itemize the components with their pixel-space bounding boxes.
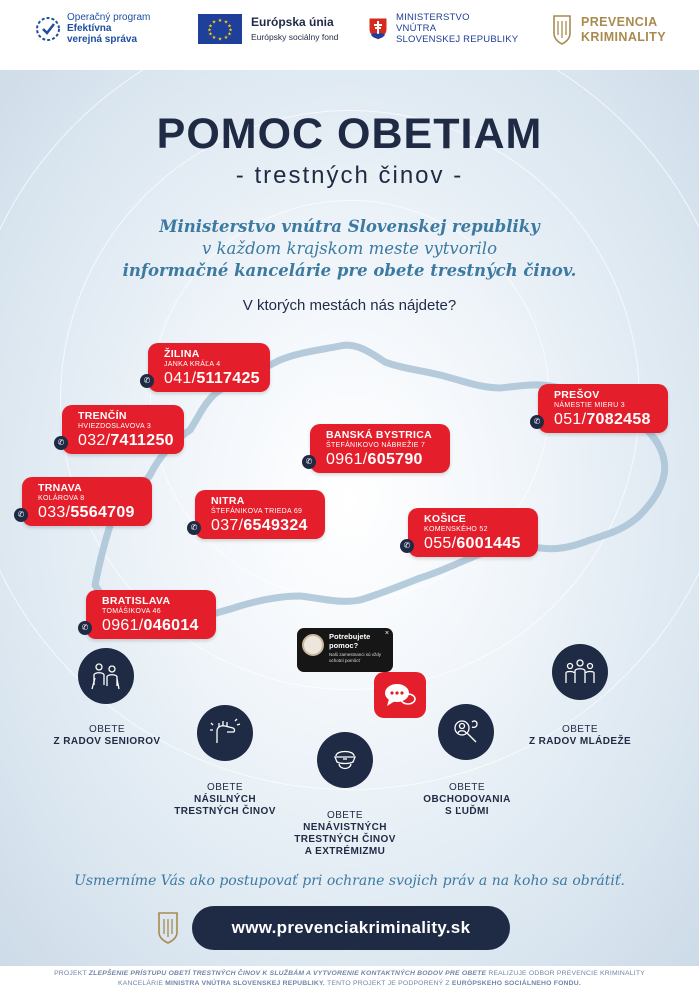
office-address: ŠTEFÁNIKOVA TRIEDA 69 (211, 508, 303, 515)
phone-icon: ✆ (14, 508, 28, 522)
ministry-logo-line3: SLOVENSKEJ REPUBLIKY (396, 34, 519, 45)
victim-label-line: TRESTNÝCH ČINOV (294, 834, 396, 845)
office-card-nitra[interactable] (190, 490, 325, 539)
office-city: KOŠICE (424, 513, 467, 525)
svg-text:★: ★ (211, 35, 217, 41)
prevention-logo (551, 13, 666, 47)
phone-prefix: 037/ (211, 517, 244, 534)
office-city: PREŠOV (554, 389, 600, 401)
office-card-zilina[interactable] (143, 343, 270, 392)
footer-ministry: MINISTRA VNÚTRA SLOVENSKEJ REPUBLIKY. (165, 980, 326, 987)
footer-word: REALIZUJE ODBOR PREVENCIE KRIMINALITY (488, 970, 645, 977)
eu-logo-line2: Európsky sociálny fond (251, 31, 339, 42)
chat-button[interactable] (374, 672, 426, 718)
phone-number: 7411250 (110, 432, 174, 449)
victim-label-line: OBCHODOVANIA (423, 794, 511, 805)
phone-icon: ✆ (140, 374, 154, 388)
page-subtitle: - trestných činov - (235, 162, 464, 189)
op-logo-line1: Operačný program (67, 12, 151, 23)
office-city: BRATISLAVA (102, 595, 171, 607)
office-city: ŽILINA (164, 348, 200, 360)
chat-bubbles-icon (383, 680, 417, 710)
svg-text:★: ★ (227, 31, 232, 38)
victim-label-line: S ĽUĎMI (445, 806, 489, 817)
prevention-logo-line2: KRIMINALITY (581, 30, 666, 44)
victim-label-violent-crimes (168, 782, 282, 818)
intro-line3: informačné kancelárie pre obete trestných činov. (122, 261, 577, 280)
op-logo-line2: Efektívna (67, 23, 112, 34)
footer-word: TENTO PROJEKT JE PODPORENÝ Z (326, 980, 450, 987)
svg-text:★: ★ (208, 31, 213, 38)
ministry-logo-line2: VNÚTRA (396, 23, 437, 34)
office-city: NITRA (211, 495, 245, 507)
svg-text:★: ★ (217, 36, 223, 43)
poster (0, 70, 699, 966)
svg-text:★: ★ (208, 23, 213, 30)
victim-label-line: OBETE (327, 810, 363, 821)
office-city: TRENČÍN (78, 410, 127, 422)
footer-text (0, 969, 699, 989)
chat-popup[interactable] (297, 628, 393, 672)
victim-label-line: A EXTRÉMIZMU (304, 846, 386, 857)
svg-text:★: ★ (227, 23, 232, 30)
svg-text:★: ★ (223, 19, 229, 26)
youth-icon (552, 644, 608, 700)
office-phone (38, 503, 142, 522)
svg-text:★: ★ (207, 27, 212, 34)
office-card-trencin[interactable] (57, 405, 184, 454)
victim-label-human-trafficking (408, 782, 526, 818)
svg-text:★: ★ (228, 27, 233, 34)
footer-fund: EURÓPSKEHO SOCIÁLNEHO FONDU. (451, 980, 581, 987)
eu-flag-icon (198, 14, 242, 44)
victim-label-line: NÁSILNÝCH (194, 794, 256, 805)
page-title: POMOC OBETIAM (156, 110, 543, 158)
office-phone (102, 616, 206, 635)
phone-number: 7082458 (586, 411, 651, 428)
office-phone (424, 534, 528, 553)
svg-text:★: ★ (217, 18, 223, 24)
seniors-icon (78, 648, 134, 704)
phone-icon: ✆ (78, 621, 92, 635)
victim-label-line: TRESTNÝCH ČINOV (174, 806, 276, 817)
human-trafficking-icon (438, 704, 494, 760)
chat-title: Potrebujete pomoc? (329, 632, 371, 650)
office-phone (326, 450, 440, 469)
intro-line2: v každom krajskom meste vytvorilo (201, 239, 498, 258)
phone-number: 6001445 (456, 535, 521, 552)
header-logos (0, 0, 699, 70)
office-address: HVIEZDOSLAVOVA 3 (78, 423, 152, 430)
office-address: NÁMESTIE MIERU 3 (554, 402, 625, 409)
phone-icon: ✆ (400, 539, 414, 553)
phone-prefix: 0961/ (102, 617, 144, 634)
svg-text:★: ★ (223, 35, 229, 41)
hate-crime-icon (317, 732, 373, 788)
victim-label-youth (524, 724, 636, 748)
office-phone (211, 516, 315, 535)
victim-label-line: OBETE (207, 782, 243, 793)
phone-prefix: 0961/ (326, 451, 368, 468)
office-card-trnava[interactable] (17, 477, 152, 526)
prevention-logo-line1: PREVENCIA (581, 15, 658, 29)
office-city: BANSKÁ BYSTRICA (326, 429, 433, 441)
office-address: TOMÁŠIKOVA 46 (102, 608, 161, 615)
slovak-coat-of-arms-icon (368, 17, 388, 41)
footer-project-name: ZLEPŠENIE PRÍSTUPU OBETÍ TRESTNÝCH ČINOV K SLUŽBÁM A VYTVORENIE KONTAKTNÝCH BODOV PRE OBETE (88, 970, 487, 977)
office-city: TRNAVA (38, 482, 82, 494)
phone-prefix: 033/ (38, 504, 71, 521)
victim-label-line: OBETE (89, 724, 125, 735)
op-logo (35, 12, 150, 45)
victim-label-line: Z RADOV SENIOROV (53, 736, 161, 747)
office-address: ŠTEFÁNIKOVO NÁBREŽIE 7 (326, 442, 426, 449)
op-logo-line3: verejná správa (67, 34, 138, 45)
phone-icon: ✆ (187, 521, 201, 535)
phone-prefix: 032/ (78, 432, 111, 449)
chat-text: Naši zamestnanci sú vždy ochotní pomôcť (329, 652, 382, 663)
victim-label-line: OBETE (449, 782, 485, 793)
eu-logo-line1: Európska únia (251, 14, 334, 29)
office-card-bratislava[interactable] (81, 590, 216, 639)
phone-icon: ✆ (302, 455, 316, 469)
victim-label-seniors (52, 724, 162, 748)
phone-number: 5117425 (196, 370, 260, 387)
phone-number: 5564709 (70, 504, 135, 521)
footer-word: PROJEKT (54, 970, 87, 977)
office-phone (554, 410, 658, 429)
phone-icon: ✆ (530, 415, 544, 429)
victim-label-line: Z RADOV MLÁDEŽE (528, 736, 632, 747)
victim-label-line: NENÁVISTNÝCH (303, 822, 387, 833)
office-address: KOMENSKÉHO 52 (424, 526, 488, 533)
phone-number: 605790 (367, 451, 423, 468)
chat-avatar (302, 634, 324, 656)
office-card-kosice[interactable] (403, 508, 538, 557)
phone-number: 6549324 (243, 517, 308, 534)
prevention-emblem-small-icon (156, 910, 180, 946)
office-address: JANKA KRÁĽA 4 (164, 361, 221, 368)
victim-label-hate-crimes (280, 810, 410, 858)
office-card-banska-bystrica[interactable] (305, 424, 450, 473)
office-phone (164, 369, 260, 388)
intro-line1: Ministerstvo vnútra Slovenskej republiky (159, 217, 540, 236)
svg-text:★: ★ (211, 19, 217, 26)
ministry-logo-line1: MINISTERSTVO (396, 12, 470, 23)
prevention-emblem-icon (551, 13, 573, 47)
office-address: KOLÁROVA 8 (38, 495, 85, 502)
op-emblem-icon (35, 16, 61, 42)
phone-prefix: 055/ (424, 535, 457, 552)
ministry-logo (368, 12, 518, 45)
tagline: Usmerníme Vás ako postupovať pri ochrane svojich práv a na koho sa obrátiť. (74, 873, 625, 889)
phone-prefix: 041/ (164, 370, 197, 387)
website-link[interactable]: www.prevenciakriminality.sk (192, 906, 510, 950)
phone-icon: ✆ (54, 436, 68, 450)
office-phone (78, 431, 174, 450)
eu-logo (198, 14, 338, 44)
chat-close-icon[interactable]: × (384, 630, 389, 637)
footer-word: KANCELÁRIE (118, 980, 164, 987)
phone-prefix: 051/ (554, 411, 587, 428)
violence-icon (197, 705, 253, 761)
phone-number: 046014 (143, 617, 199, 634)
office-card-presov[interactable] (533, 384, 668, 433)
question-text: V ktorých mestách nás nájdete? (242, 297, 457, 314)
victim-label-line: OBETE (562, 724, 598, 735)
